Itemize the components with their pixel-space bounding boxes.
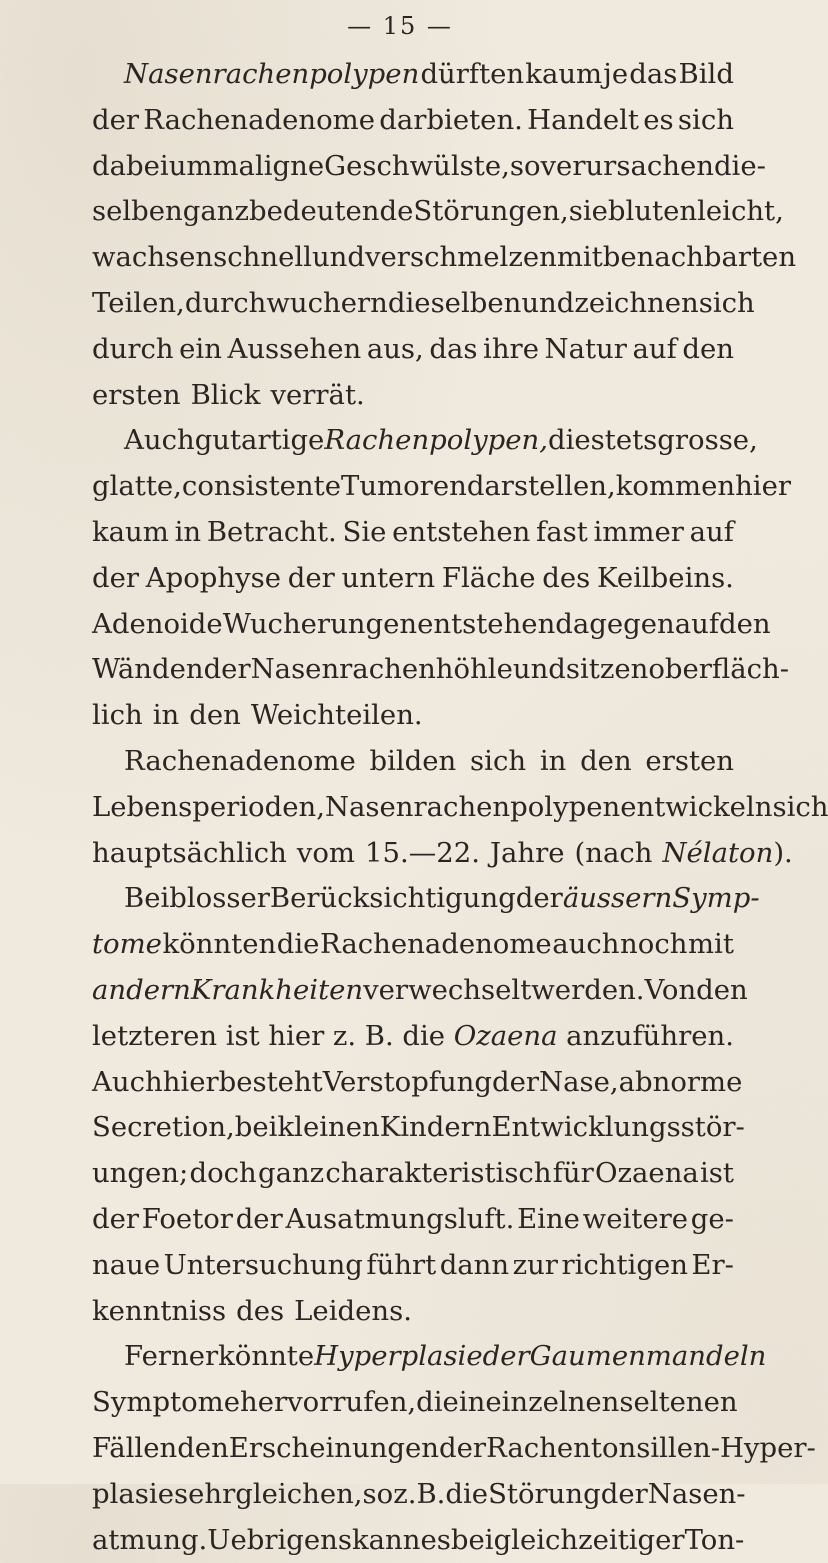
text-line	[92, 189, 734, 235]
word: der	[492, 1060, 539, 1106]
word: letzteren	[92, 1014, 217, 1060]
text-line	[92, 785, 734, 831]
word: hier	[163, 1060, 219, 1106]
word: Rachenadenome	[124, 739, 356, 785]
word: und	[513, 647, 566, 693]
word: äussern	[563, 876, 672, 922]
word: immer	[594, 510, 684, 556]
word: der	[288, 556, 335, 602]
word: dabei	[92, 144, 169, 190]
text-line	[92, 144, 734, 190]
word: dann	[440, 1243, 509, 1289]
word: benachbarten	[603, 235, 796, 281]
text-line	[92, 693, 734, 739]
word: in	[459, 1380, 486, 1426]
word: ganz	[183, 189, 249, 235]
word: die	[277, 922, 320, 968]
word: (nach	[575, 831, 653, 877]
word: doch	[189, 1151, 256, 1197]
word: wachsen	[92, 235, 213, 281]
word: vom	[297, 831, 355, 877]
word: durch	[92, 327, 174, 373]
word: Krankheiten	[191, 968, 363, 1014]
word: Ozaena	[454, 1014, 558, 1060]
word: plasie	[92, 1472, 174, 1518]
word: ist	[700, 1151, 734, 1197]
word: bei	[451, 1518, 494, 1563]
text-line	[92, 464, 734, 510]
word: selben	[92, 189, 183, 235]
text-line	[92, 1426, 734, 1472]
word: darstellen,	[467, 464, 616, 510]
word: darbieten.	[379, 98, 523, 144]
text-line	[92, 1518, 734, 1563]
word: sitzen	[566, 647, 648, 693]
text-line	[92, 281, 734, 327]
word: der	[92, 98, 139, 144]
word: lich	[92, 693, 143, 739]
word: oberfläch-	[648, 647, 789, 693]
word: Berücksichtigung	[270, 876, 516, 922]
word: Verstopfung	[323, 1060, 492, 1106]
word: die	[416, 1380, 459, 1426]
word: Nasenrachenpolypen	[124, 52, 419, 98]
word: es	[643, 98, 673, 144]
word: verrät.	[270, 373, 364, 419]
word: richtigen	[561, 1243, 688, 1289]
word: naue	[92, 1243, 160, 1289]
word: entstehen	[417, 602, 555, 648]
word: Teilen,	[92, 281, 185, 327]
word: ungen;	[92, 1151, 188, 1197]
word: die	[548, 418, 591, 464]
word: sich	[470, 739, 526, 785]
body-text	[92, 52, 734, 1563]
word: tome	[92, 922, 162, 968]
word: Foetor	[142, 1197, 233, 1243]
word: den	[189, 693, 241, 739]
word: ein	[179, 327, 222, 373]
word: atmung.	[92, 1518, 207, 1563]
text-line	[92, 1472, 734, 1518]
word: Kindern	[380, 1105, 492, 1151]
word: durchwuchern	[185, 281, 388, 327]
word: der	[204, 647, 251, 693]
word: Secretion,	[92, 1105, 235, 1151]
word: Nasenrachenhöhle	[251, 647, 513, 693]
text-line	[92, 1380, 734, 1426]
text-line	[92, 373, 734, 419]
word: das	[629, 52, 677, 98]
word: bei	[235, 1105, 278, 1151]
word: verwechselt	[363, 968, 531, 1014]
text-line	[92, 556, 734, 602]
word: Uebrigens	[207, 1518, 352, 1563]
word: ganz	[258, 1151, 324, 1197]
word: Tumoren	[341, 464, 467, 510]
word: führt	[366, 1243, 436, 1289]
word: dieselben	[388, 281, 521, 327]
word: aus,	[367, 327, 424, 373]
word: mit	[688, 922, 734, 968]
word: Rachenpolypen,	[324, 418, 548, 464]
word: kommen	[616, 464, 735, 510]
word: stets	[591, 418, 658, 464]
word: fast	[536, 510, 588, 556]
word: Entwicklungsstör-	[492, 1105, 745, 1151]
word: Nasenrachenpolypen	[325, 785, 620, 831]
word: gleichen,	[235, 1472, 362, 1518]
word: Ozaena	[595, 1151, 699, 1197]
word: Lebensperioden,	[92, 785, 325, 831]
word: den	[696, 968, 748, 1014]
text-line	[92, 922, 734, 968]
word: z.	[393, 1472, 416, 1518]
word: schnell	[213, 235, 312, 281]
word: hier	[735, 464, 791, 510]
word: und	[312, 235, 365, 281]
word: auf	[632, 327, 676, 373]
word: Ton-	[685, 1518, 745, 1563]
word: hauptsächlich	[92, 831, 287, 877]
word: Auch	[124, 418, 195, 464]
word: kaum	[525, 52, 602, 98]
word: z.	[333, 1014, 356, 1060]
word: Rachenadenome	[320, 922, 552, 968]
word: Keilbeins.	[597, 556, 734, 602]
word: auf	[675, 602, 719, 648]
word: könnten	[163, 922, 277, 968]
word: Apophyse	[146, 556, 281, 602]
text-line	[92, 327, 734, 373]
word: den	[682, 327, 734, 373]
word: des	[542, 556, 590, 602]
word: ihre	[483, 327, 539, 373]
word: zeichnen	[574, 281, 698, 327]
word: Bild	[679, 52, 734, 98]
word: consistente	[182, 464, 341, 510]
word: Rachenadenome	[143, 98, 375, 144]
word: ersten	[645, 739, 734, 785]
word: Natur	[545, 327, 627, 373]
word: Handelt	[527, 98, 639, 144]
word: sie	[569, 189, 608, 235]
word: besteht	[219, 1060, 323, 1106]
word: der	[92, 556, 139, 602]
text-line	[92, 1014, 734, 1060]
word: Störung	[488, 1472, 601, 1518]
word: Fläche	[442, 556, 536, 602]
word: B.	[416, 1472, 445, 1518]
word: die-	[714, 144, 766, 190]
word: noch	[620, 922, 687, 968]
word: anzuführen.	[566, 1014, 734, 1060]
word: gleichzeitiger	[494, 1518, 685, 1563]
word: Ferner	[124, 1334, 218, 1380]
word: auf	[690, 510, 734, 556]
text-line	[92, 739, 734, 785]
word: Wänden	[92, 647, 204, 693]
word: der	[601, 1472, 648, 1518]
word: Er-	[691, 1243, 734, 1289]
text-line	[92, 1289, 734, 1335]
word: die	[402, 1014, 445, 1060]
word: Fällen	[92, 1426, 177, 1472]
word: den	[719, 602, 771, 648]
word: des	[236, 1289, 284, 1335]
page-number: — 15 —	[0, 12, 800, 40]
word: Rachentonsillen-Hyper-	[486, 1426, 816, 1472]
word: Blick	[191, 373, 261, 419]
word: könnte	[218, 1334, 314, 1380]
word: Auch	[92, 1060, 163, 1106]
word: der	[92, 1197, 139, 1243]
word: in	[153, 693, 180, 739]
word: kenntniss	[92, 1289, 226, 1335]
word: leicht,	[697, 189, 784, 235]
word: bluten	[608, 189, 697, 235]
word: Weichteilen.	[251, 693, 423, 739]
word: für	[553, 1151, 594, 1197]
word: verschmelzen	[365, 235, 557, 281]
word: Nasen-	[648, 1472, 746, 1518]
word: untern	[342, 556, 436, 602]
word: abnorme	[619, 1060, 743, 1106]
word: bilden	[369, 739, 456, 785]
word: Betracht.	[207, 510, 337, 556]
word: ist	[226, 1014, 260, 1060]
word: Bei	[124, 876, 169, 922]
word: Nase,	[539, 1060, 619, 1106]
word: Nélaton).	[662, 831, 792, 877]
text-line	[92, 831, 734, 877]
word: kleinen	[277, 1105, 379, 1151]
word: auch	[552, 922, 619, 968]
word: um	[169, 144, 213, 190]
word: kaum	[92, 510, 169, 556]
word: sehr	[174, 1472, 235, 1518]
text-line	[92, 52, 734, 98]
word: je	[603, 52, 628, 98]
word: Eine	[517, 1197, 580, 1243]
word: den	[580, 739, 632, 785]
text-line	[92, 1197, 734, 1243]
word: sich	[699, 281, 755, 327]
word: sich	[678, 98, 734, 144]
word: kann	[352, 1518, 420, 1563]
text-line	[92, 968, 734, 1014]
word: das	[429, 327, 477, 373]
word: mit	[557, 235, 603, 281]
word: Erscheinungen	[229, 1426, 439, 1472]
word: ersten	[92, 373, 181, 419]
word: grosse,	[657, 418, 758, 464]
word: es	[420, 1518, 450, 1563]
word: Hyperplasie	[314, 1334, 483, 1380]
text-line	[92, 1105, 734, 1151]
word: seltenen	[619, 1380, 737, 1426]
word: Sie	[343, 510, 387, 556]
text-line	[92, 1334, 734, 1380]
word: der	[483, 1334, 530, 1380]
text-line	[92, 418, 734, 464]
word: andern	[92, 968, 191, 1014]
text-line	[92, 510, 734, 556]
word: Gaumenmandeln	[530, 1334, 767, 1380]
word: Jahre	[490, 831, 565, 877]
word: Wucherungen	[223, 602, 417, 648]
word: Adenoide	[92, 602, 223, 648]
text-line	[92, 1243, 734, 1289]
text-line	[92, 98, 734, 144]
word: Untersuchung	[164, 1243, 363, 1289]
word: glatte,	[92, 464, 182, 510]
word: einzelnen	[485, 1380, 619, 1426]
word: Aussehen	[227, 327, 361, 373]
word: den	[177, 1426, 229, 1472]
word: sich	[772, 785, 828, 831]
text-line	[92, 1151, 734, 1197]
word: weitere	[583, 1197, 688, 1243]
word: der	[236, 1197, 283, 1243]
word: Symp-	[672, 876, 759, 922]
word: hervorrufen,	[240, 1380, 416, 1426]
word: dagegen	[555, 602, 674, 648]
word: gutartige	[195, 418, 325, 464]
word: der	[439, 1426, 486, 1472]
word: charakteristisch	[325, 1151, 551, 1197]
word: bedeutende	[249, 189, 413, 235]
word: entwickeln	[620, 785, 772, 831]
text-line	[92, 647, 734, 693]
word: ge-	[691, 1197, 734, 1243]
word: verursachen	[541, 144, 714, 190]
word: Symptome	[92, 1380, 240, 1426]
word: zur	[513, 1243, 558, 1289]
word: und	[521, 281, 574, 327]
word: in	[540, 739, 567, 785]
text-line	[92, 602, 734, 648]
word: Ausatmungsluft.	[285, 1197, 514, 1243]
word: Leidens.	[294, 1289, 412, 1335]
word: so	[363, 1472, 394, 1518]
word: 15.—22.	[365, 831, 480, 877]
word: Störungen,	[413, 189, 568, 235]
text-line	[92, 1060, 734, 1106]
word: der	[516, 876, 563, 922]
word: B.	[365, 1014, 394, 1060]
word: blosser	[169, 876, 270, 922]
word: in	[175, 510, 202, 556]
word: dürften	[420, 52, 524, 98]
word: so	[510, 144, 541, 190]
text-line	[92, 876, 734, 922]
word: entstehen	[392, 510, 530, 556]
word: Von	[645, 968, 697, 1014]
text-line	[92, 235, 734, 281]
word: hier	[268, 1014, 324, 1060]
word: Geschwülste,	[324, 144, 510, 190]
word: werden.	[531, 968, 644, 1014]
word: maligne	[212, 144, 324, 190]
word: die	[445, 1472, 488, 1518]
